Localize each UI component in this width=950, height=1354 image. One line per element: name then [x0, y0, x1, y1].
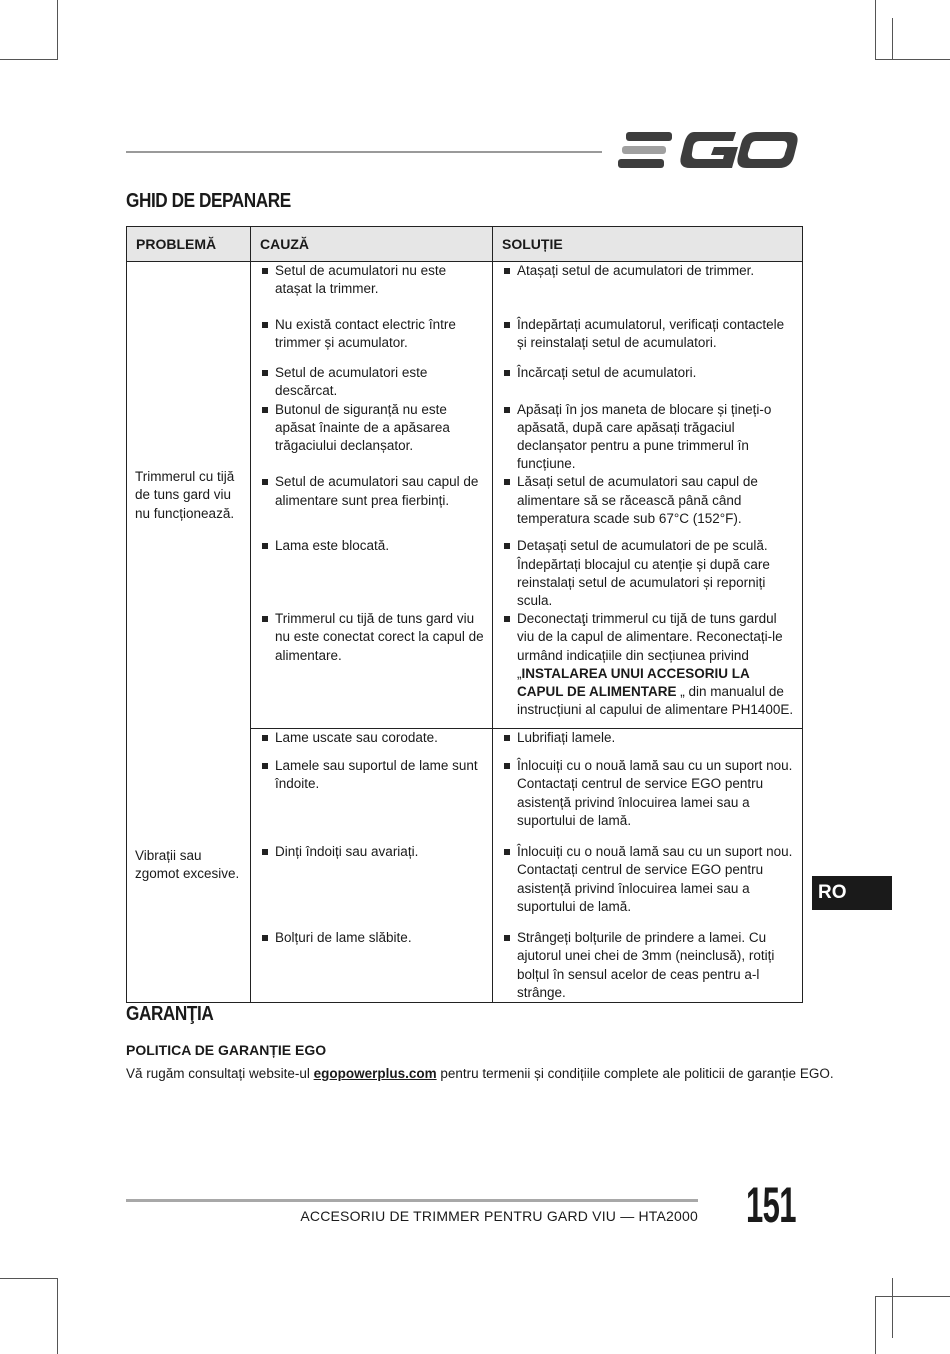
- crop-mark: [0, 59, 58, 60]
- solution-cell: Strângeți bolțurile de prindere a lamei. Cu ajutorul unei chei de 3mm (neinclusă), rotiți bolțul în sensul acelor de ceas pentru a-l strânge.: [493, 929, 803, 1002]
- bullet-icon: [261, 473, 275, 509]
- bullet-icon: [503, 473, 517, 528]
- crop-mark: [0, 1278, 58, 1279]
- bullet-icon: [261, 537, 275, 555]
- bullet-icon: [503, 537, 517, 610]
- solution-cell: Înlocuiți cu o nouă lamă sau cu un suport nou. Contactați centrul de service EGO pentru asistență privind înlocuirea lamei sau a suportului de lamă.: [493, 757, 803, 843]
- bullet-icon: [503, 729, 517, 747]
- cause-cell: Lamele sau suportul de lame sunt îndoite.: [251, 757, 493, 843]
- cause-cell: Lama este blocată.: [251, 537, 493, 610]
- bullet-icon: [503, 316, 517, 352]
- crop-mark: [875, 0, 876, 60]
- troubleshooting-title: GHID DE DEPANARE: [126, 190, 291, 212]
- cause-cell: Trimmerul cu tijă de tuns gard viu nu este conectat corect la capul de alimentare.: [251, 610, 493, 729]
- table-row: [127, 262, 803, 317]
- problem-cell: Trimmerul cu tijă de tuns gard viu nu funcționează.: [127, 262, 251, 729]
- crop-mark: [875, 59, 950, 60]
- table-row: [127, 729, 803, 758]
- crop-mark: [57, 0, 58, 60]
- warranty-title: GARANŢIA: [126, 1003, 214, 1025]
- crop-mark: [875, 1296, 876, 1354]
- column-header-solution: SOLUȚIE: [493, 227, 803, 262]
- language-tab: RO: [812, 876, 892, 910]
- footer-rule: [126, 1199, 698, 1202]
- cause-cell: Dinți îndoiți sau avariați.: [251, 843, 493, 929]
- bullet-icon: [503, 757, 517, 830]
- header-rule: [126, 151, 602, 153]
- cause-cell: Setul de acumulatori nu este atașat la trimmer.: [251, 262, 493, 317]
- cause-cell: Nu există contact electric între trimmer și acumulator.: [251, 316, 493, 364]
- bullet-icon: [261, 929, 275, 947]
- crop-mark: [875, 1296, 950, 1297]
- solution-cell: Lăsați setul de acumulatori sau capul de alimentare să se răcească până când temperatura scade sub 67°C (152°F).: [493, 473, 803, 537]
- bullet-icon: [261, 401, 275, 456]
- bullet-icon: [503, 843, 517, 916]
- website-link[interactable]: egopowerplus.com: [313, 1066, 437, 1081]
- bullet-icon: [503, 610, 517, 719]
- warranty-subtitle: POLITICA DE GARANȚIE EGO: [126, 1042, 327, 1058]
- cause-cell: Setul de acumulatori este descărcat.: [251, 364, 493, 400]
- bullet-icon: [261, 316, 275, 352]
- cause-cell: Bolțuri de lame slăbite.: [251, 929, 493, 1002]
- column-header-cause: CAUZĂ: [251, 227, 493, 262]
- solution-text: Deconectaţi trimmerul cu tijă de tuns gardul viu de la capul de alimentare. Reconectați-le urmând indicațiile din secțiunea privind „INSTALAREA UNUI ACCESORIU LA CAPUL DE ALIMENTARE „ din manualul de instrucțiuni al capului de alimentare PH1400E.: [517, 611, 794, 718]
- bullet-icon: [503, 401, 517, 474]
- ego-logo: [616, 128, 800, 177]
- solution-cell: Încărcați setul de acumulatori.: [493, 364, 803, 400]
- bullet-icon: [261, 262, 275, 298]
- bullet-icon: [261, 729, 275, 747]
- problem-cell: Vibrații sau zgomot excesive.: [127, 729, 251, 1003]
- solution-cell: Îndepărtați acumulatorul, verificați contactele și reinstalați setul de acumulatori.: [493, 316, 803, 364]
- bullet-icon: [503, 364, 517, 382]
- bullet-icon: [261, 610, 275, 665]
- troubleshooting-table: [126, 226, 803, 1003]
- bullet-icon: [503, 262, 517, 280]
- section-reference: INSTALAREA UNUI ACCESORIU LA CAPUL DE ALIMENTARE: [517, 665, 750, 700]
- solution-cell: Atașați setul de acumulatori de trimmer.: [493, 262, 803, 317]
- bullet-icon: [261, 364, 275, 400]
- cause-cell: Butonul de siguranță nu este apăsat înainte de a apăsarea trăgaciului declanșator.: [251, 401, 493, 474]
- crop-mark: [892, 1278, 893, 1338]
- bullet-icon: [261, 757, 275, 793]
- page-number: 151: [746, 1177, 796, 1233]
- solution-cell: [493, 610, 803, 729]
- bullet-icon: [503, 929, 517, 1002]
- crop-mark: [57, 1278, 58, 1354]
- footer-product-name: ACCESORIU DE TRIMMER PENTRU GARD VIU — HTA2000: [300, 1208, 698, 1224]
- crop-mark: [892, 18, 893, 60]
- solution-cell: Apăsați în jos maneta de blocare și țineți-o apăsată, după care apăsați trăgaciul declanșator pentru a pune trimmerul în funcțiune.: [493, 401, 803, 474]
- cause-cell: Setul de acumulatori sau capul de alimentare sunt prea fierbinți.: [251, 473, 493, 537]
- solution-cell: Înlocuiți cu o nouă lamă sau cu un suport nou. Contactați centrul de service EGO pentru asistență privind înlocuirea lamei sau a suportului de lamă.: [493, 843, 803, 929]
- solution-cell: Lubrifiați lamele.: [493, 729, 803, 758]
- cause-cell: Lame uscate sau corodate.: [251, 729, 493, 758]
- table-header-row: [127, 227, 803, 262]
- bullet-icon: [261, 843, 275, 861]
- solution-cell: Detașați setul de acumulatori de pe sculă. Îndepărtați blocajul cu atenție și după care reinstalați setul de acumulatori și reporniți scula.: [493, 537, 803, 610]
- warranty-text: Vă rugăm consultați website-ul egopowerplus.com pentru termenii și condițiile complete ale politicii de garanție EGO.: [126, 1066, 834, 1081]
- column-header-problem: PROBLEMĂ: [127, 227, 251, 262]
